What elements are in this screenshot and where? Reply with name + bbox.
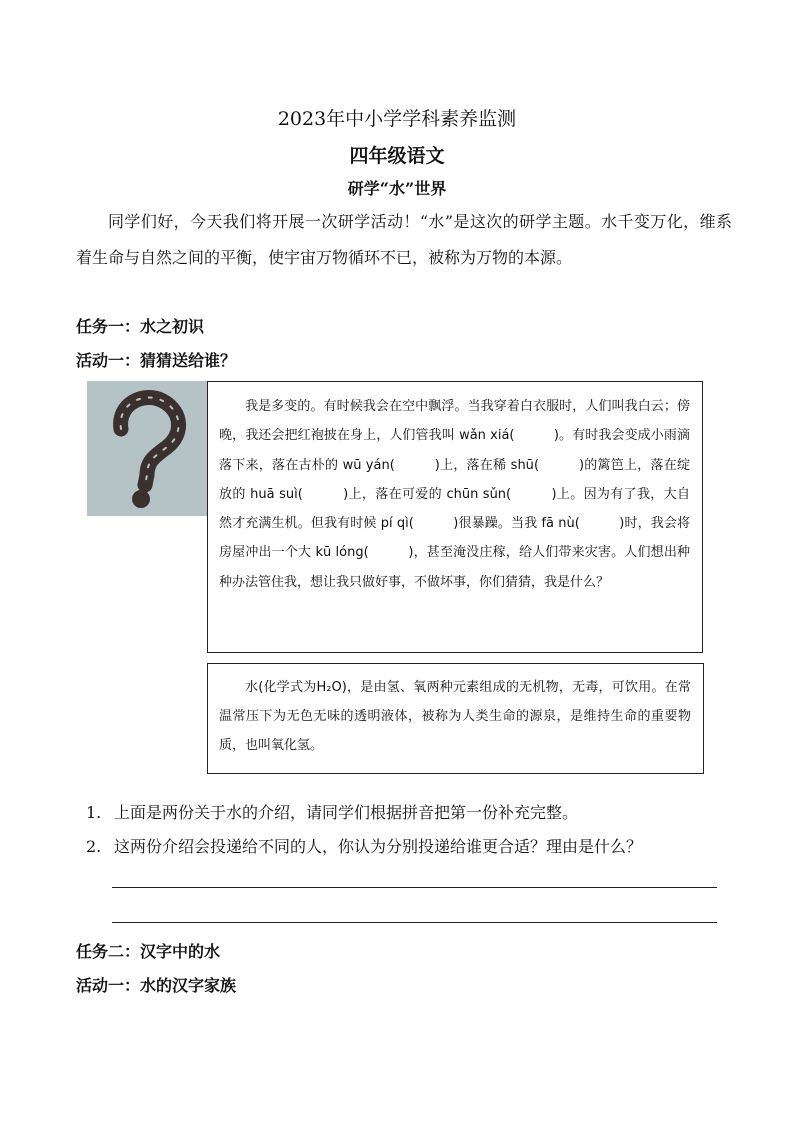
subject-title: 四年级语文: [349, 145, 445, 167]
chemical-formula: H₂O: [316, 680, 342, 695]
exam-title: 2023年中小学学科素养监测: [277, 108, 517, 130]
question-1: 1. 上面是两份关于水的介绍，请同学们根据拼音把第一份补充完整。: [86, 803, 579, 822]
pinyin-fanu: fā nù: [541, 516, 575, 532]
pinyin-shu: shū: [510, 457, 534, 473]
pinyin-wanxia: wǎn xiá: [459, 428, 510, 444]
theme-title: 研学“水”世界: [347, 179, 447, 198]
answer-line-1[interactable]: [112, 887, 717, 888]
riddle-text: 我是多变的。有时候我会在空中飘浮。当我穿着白衣服时，人们叫我白云；傍晚，我还会把红袍披在身上，人们管我叫 wǎn xiá( )。有时我会变成小雨滴落下来，落在古朴的 wū yán( )上，落在稀 shū( )的篱笆上，落在绽放的 huā suì( )上，落在可爱的 chūn sǔn( )上。因为有了我，大自然才充满生机。但我有时候 pí qì( )很暴躁。当我 fā nù( )时，我会将房屋冲出一个大 kū lóng( )，甚至淹没庄稼，给人们带来灾害。人们想出种种办法管住我，想让我只做好事，不做坏事，你们猜猜，我是什么？: [219, 399, 690, 590]
pinyin-piqi: pí qì: [380, 516, 409, 532]
task2-activity-heading: 活动一：水的汉字家族: [76, 976, 237, 995]
pinyin-chunsun: chūn sǔn: [446, 486, 507, 502]
question-2: 2. 这两份介绍会投递给不同的人，你认为分别投递给谁更合适？理由是什么？: [86, 837, 643, 856]
science-text: 水(化学式为H₂O)，是由氢、氧两种元素组成的无机物，无毒，可饮用。在常温常压下为无色无味的透明液体，被称为人类生命的源泉，是维持生命的重要物质，也叫氧化氢。: [219, 680, 691, 753]
intro-paragraph: 同学们好，今天我们将开展一次研学活动！“水”是这次的研学主题。水千变万化，维系着生命与自然之间的平衡，使宇宙万物循环不已，被称为万物的本源。: [76, 212, 732, 267]
pinyin-huasui: huā suì: [250, 486, 298, 502]
pinyin-wuyan: wū yán: [342, 457, 390, 473]
task1-activity-heading: 活动一：猜猜送给谁？: [76, 351, 237, 370]
pinyin-kulong: kū lóng: [315, 545, 364, 561]
question-mark-icon: [87, 381, 208, 516]
task1-heading: 任务一：水之初识: [76, 317, 205, 336]
science-box: [207, 663, 704, 774]
task2-heading: 任务二：汉字中的水: [76, 942, 221, 961]
riddle-box: [207, 381, 703, 653]
question-mark-image: [87, 381, 208, 516]
answer-line-2[interactable]: [112, 922, 717, 923]
